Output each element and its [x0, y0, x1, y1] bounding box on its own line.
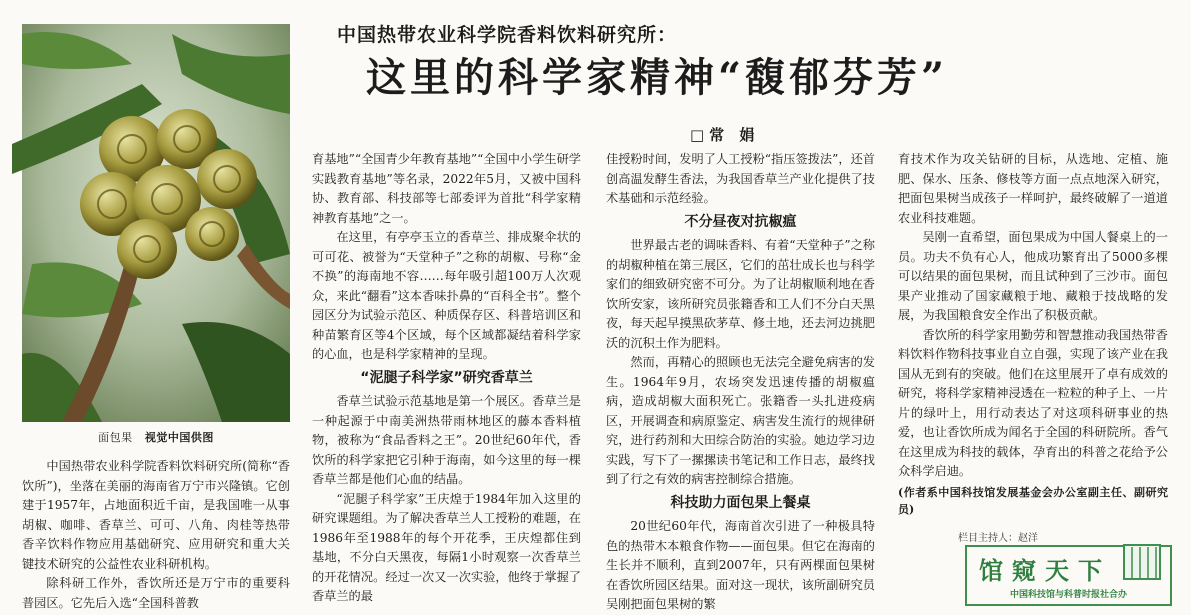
paragraph: 除科研工作外，香饮所还是万宁市的重要科普园区。它先后入选“全国科普教 — [22, 576, 290, 610]
text-column-1 — [22, 457, 290, 613]
paragraph: 中国热带农业科学院香料饮料研究所(简称“香饮所”)，坐落在美丽的海南省万宁市兴隆镇。它创建于1957年，占地面积近千亩，是我国唯一从事胡椒、咖啡、香草兰、可可、八角、肉桂等热带香辛饮料作物应用基础研究、应用研究和重大关键技术研究的公益性农业科研机构。 — [22, 459, 290, 571]
caption-subject: 面包果 — [98, 431, 133, 444]
photo-caption — [22, 429, 290, 445]
paragraph: 育基地”“全国青少年教育基地”“全国中小学生研学实践教育基地”等名录，2022年5月，又被中国科协、教育部、科技部等七部委评为首批“科学家精神教育基地”之一。 — [312, 152, 581, 225]
paragraph: 佳授粉时间，发明了人工授粉“指压签拨法”，还首创高温发酵生香法，为我国香草兰产业化提供了技术基础和示范经验。 — [606, 152, 875, 205]
author-note: (作者系中国科技馆发展基金会办公室副主任、副研究员) — [898, 485, 1168, 516]
text-column-2 — [312, 150, 581, 613]
paragraph: 在这里，有亭亭玉立的香草兰、排成聚伞状的可可花、被誉为“天堂种子”之称的胡椒、号称“金不换”的海南地不容……每年吸引超100万人次观众，来此“翻看”这本香味扑鼻的“百科全书”。整个园区分为试验示范区、种质保存区、科普培训区和种苗繁育区等4个区域，每个区域都凝结着科学家的心血，也是科学家精神的呈现。 — [312, 230, 581, 361]
breadfruit-photo — [22, 24, 290, 422]
paragraph: 吴刚一直希望，面包果成为中国人餐桌上的一员。功夫不负有心人，他成功繁育出了5000多棵可以结果的面包果树，而且试种到了三沙市。面包果产业推动了国家藏粮于地、藏粮于技战略的发展，为我国粮食安全作出了积极贡献。 — [898, 230, 1168, 322]
column-host: 栏目主持人：赵洋 — [958, 533, 1038, 544]
caption-credit: 视觉中国供图 — [144, 431, 214, 444]
logo-frame — [965, 545, 1172, 606]
paragraph: 育技术作为攻关钻研的目标，从选地、定植、施肥、保水、压条、修枝等方面一点点地深入研究，把面包果树当成孩子一样呵护，最终破解了一道道农业科技难题。 — [898, 152, 1168, 225]
column-name: 馆窥天下 — [979, 556, 1111, 585]
column-logo — [955, 516, 1171, 606]
breadfruit-illustration — [22, 24, 290, 422]
paragraph: 20世纪60年代，海南首次引进了一种极具特色的热带木本粮食作物——面包果。但它在海南的生长并不顺利，直到2007年，只有两棵面包果树在香饮所园区结果。面对这一现状，该所副研究员吴刚把面包果树的繁 — [606, 519, 875, 611]
article-byline: □常 娟 — [690, 126, 760, 144]
paragraph: 世界最古老的调味香料、有着“天堂种子”之称的胡椒种植在第三展区，它们的茁壮成长也与科学家们的细致研究密不可分。为了让胡椒顺利地在香饮所安家，该所研究员张籍香和工人们不分白天黑夜，每天起早摸黑砍茅草、修土地，还去河边挑肥沃的沉积土作为肥料。 — [606, 238, 875, 350]
section-heading: 科技助力面包果上餐桌 — [670, 494, 811, 511]
text-column-3 — [606, 150, 875, 613]
section-heading: “泥腿子科学家”研究香草兰 — [360, 369, 533, 386]
article-title: 这里的科学家精神“馥郁芬芳” — [366, 54, 949, 101]
paragraph: 香草兰试验示范基地是第一个展区。香草兰是一种起源于中南美洲热带雨林地区的藤本香料植物，被称为“食品香料之王”。20世纪60年代，香饮所的科学家把它引种于海南，如今这里的每一棵香草兰都是他们心血的结晶。 — [312, 394, 581, 486]
text-column-4 — [898, 150, 1168, 516]
article-kicker: 中国热带农业科学院香料饮料研究所： — [337, 24, 678, 46]
paragraph: 香饮所的科学家用勤劳和智慧推动我国热带香料饮料作物科技事业自立自强，实现了该产业在我国从无到有的突破。他们在这里展开了卓有成效的研究，将科学家精神浸透在一粒粒的种子上、一片片的绿叶上，用行动表达了对这项科研事业的热爱，也让香饮所成为闻名于全国的科研院所。香气在这里成为科技的载体，孕育出的科普之花给予公众科学启迪。 — [898, 327, 1168, 478]
column-organizers: 中国科技馆与科普时报社合办 — [1009, 590, 1127, 600]
section-heading: 不分昼夜对抗椒瘟 — [684, 213, 797, 230]
paragraph: 然而，再精心的照顾也无法完全避免病害的发生。1964年9月，农场突发迅速传播的胡椒瘟病，造成胡椒大面积死亡。张籍香一头扎进疫病区，开展调查和病原鉴定、病害发生流行的规律研究，进行药剂和大田综合防治的实验。她边学习边实践，写下了一摞摞读书笔记和工作日志，最终找到了行之有效的病害控制综合措施。 — [606, 355, 875, 486]
building-icon — [1118, 535, 1166, 583]
paragraph: “泥腿子科学家”王庆煌于1984年加入这里的研究课题组。为了解决香草兰人工授粉的难题，在1986年至1988年的每个开花季，王庆煌都住到基地，不分白天黑夜，每隔1小时观察一次香草兰的开花情况。经过一次又一次实验，他终于掌握了香草兰的最 — [312, 491, 581, 603]
